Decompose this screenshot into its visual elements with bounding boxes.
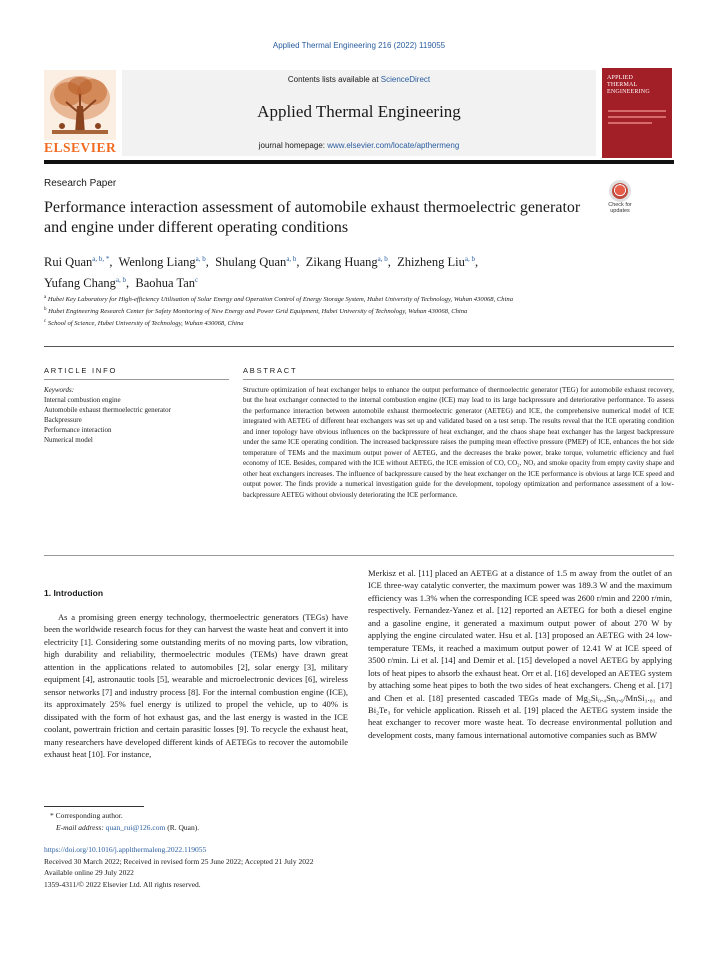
check-for-updates-button[interactable]	[602, 180, 638, 214]
author-affil-mark: a, b	[377, 255, 388, 263]
article-metadata	[44, 844, 664, 890]
article-title: Performance interaction assessment of automobile exhaust thermoelectric generator and engine under different operating conditions	[44, 199, 581, 236]
author-name: Yufang Chang	[44, 276, 116, 291]
keywords-label: Keywords:	[44, 386, 75, 394]
author-affil-mark: c	[195, 276, 199, 285]
section-heading: 1. Introduction	[44, 588, 104, 598]
check-updates-icon	[609, 180, 631, 202]
keyword: Performance interaction	[44, 426, 112, 434]
abstract-text: Structure optimization of heat exchanger helps to enhance the output performance of thermoelectric generator (TEG) for automobile exhaust recovery, but the heat exchanger connected to the internal combustion engine (ICE) may lead to its large backpressure and deteriorative performance. To assess the performance interaction between automobile exhaust thermoelectric generator (AETEG) and ICE, the comprehensive numerical model of ICE integrated with AETEG of different heat exchangers was set up and validated based on a test setup. The results reveal that the ICE operating condition and inner topology have obvious influences on the backpressure of heat exchanger, and the chaos shape heat exchanger has the largest backpressure under the same ICE operating condition. The increased backpressure raises the pumping mean effective pressure (PMEP) of ICE, enhances the hot side temperature of TEMs and the maximum output power of AETEG, and the decreases the brake power, brake torque, volumetric efficiency and fuel economy of ICE. Besides, compared with the ICE without AETEG, the ICE emission of CO, CO₂, NOₓ and smoke opacity from empty cavity shape and other heat exchangers increases. The influence of backpressure caused by the heat exchanger on the ICE performance is obvious at large ICE speed and output power. The finds provide a numerical investigation guide for the development, topology optimization and performance assessment of a low-backpressure AETEG without obviously deteriorating the ICE performance.	[243, 386, 674, 499]
author-affil-mark: a, b	[286, 255, 297, 263]
homepage-prefix: journal homepage:	[258, 141, 328, 150]
keywords-block	[44, 385, 234, 445]
journal-title: Applied Thermal Engineering	[257, 102, 461, 121]
divider	[44, 555, 674, 556]
history-dates: Received 30 March 2022; Received in revised form 25 June 2022; Accepted 21 July 2022	[44, 856, 314, 866]
masthead	[44, 70, 674, 160]
author-affil-mark: a, b	[195, 255, 206, 263]
divider	[44, 379, 229, 380]
homepage-link[interactable]: www.elsevier.com/locate/apthermeng	[327, 141, 460, 150]
keyword: Automobile exhaust thermoelectric generator	[44, 406, 171, 414]
article-info-heading: ARTICLE INFO	[44, 366, 118, 375]
abstract-heading: ABSTRACT	[243, 366, 298, 375]
check-updates-label: Check for updates	[608, 202, 632, 214]
header-rule	[44, 160, 674, 164]
affiliation-text: Hubei Engineering Research Center for Safety Monitoring of New Energy and Power Grid Equipment, Hubei University of Technology, Wuhan 430068, China	[48, 308, 468, 316]
email-label: E-mail address:	[56, 823, 106, 832]
affiliation-mark: c	[44, 319, 47, 325]
elsevier-wordmark: ELSEVIER	[44, 140, 117, 155]
contents-prefix: Contents lists available at	[287, 75, 381, 84]
author-name: Shulang Quan	[215, 255, 287, 270]
keyword: Internal combustion engine	[44, 396, 121, 404]
contents-line	[122, 75, 596, 84]
body-text-column-2: Merkisz et al. [11] placed an AETEG at a distance of 1.5 m away from the outlet of an ICE three-way catalytic converter, the maximum power was 189.3 W and the maximum efficiency was 1.3% when the corresponding ICE speed was 2600 r/min and 2200 r/min, respectively. Fernandez-Yanez et al. [12] reported an AETEG for both a diesel engine and a gasoline engine, it generated a maximum output power of about 270 W by applying the engine circulated water. Hsu et al. [13] proposed an AETEG with 24 low-temperature TEMs, it reached a maximum output power of 12.41 W at ICE speed of 3500 r/min. Li et al. [14] and Demir et al. [15] developed a novel AETEG by applying lots of heat pipes to absorb the exhaust heat. Orr et al. [16] developed an AETEG system by attaching some heat pipes to both the two sides of heat exchangers. Cheng et al. [17] and Chen et al. [18] presented cascaded TEGs made of Mg₂Si₀.₄Sn₀.₆/MnSi₁.₈₁ and Bi₂Te₃ for vehicle application. Risseh et al. [19] placed the AETEG system inside the heat exchanger to recover more waste heat. To decrease environmental pollution and development costs, many famous international automotive companies such as BMW	[368, 568, 672, 740]
online-date: Available online 29 July 2022	[44, 868, 134, 878]
tree-icon	[44, 70, 116, 140]
author-name: Zhizheng Liu	[397, 255, 465, 270]
author[interactable]	[135, 276, 198, 290]
body-text-column-1: As a promising green energy technology, thermoelectric generators (TEGs) have been the worldwide research focus for they can harvest the waste heat and convert it into electricity [1]. Considering some outstanding merits of no moving parts, low vibration, high durability and reliability, thermoelectric modules (TEMs) have drawn great attention in the applications related to automobiles [2], solar energy [3], military equipment [4], astronautic tools [5], wearable and microelectronic devices [6], wireless sensor networks [7] and industry process [8]. For the internal combustion engine (ICE), its approximately 25% fuel energy is utilized to propel the vehicle, up to 40% is dissipated with the form of hot exhaust gas, and the last energy is wasted in the ICE coolant, powertrain friction and certain parasitic losses [9]. To recycle the exhaust heat, many researchers have developed different kinds of AETEGs to recover the automobile exhaust heat [10]. For instance,	[44, 612, 348, 759]
cover-title-line-2: THERMAL	[607, 81, 638, 88]
cover-stripe	[608, 116, 666, 118]
author-name: Baohua Tan	[135, 276, 196, 291]
author-name: Rui Quan	[44, 255, 93, 270]
cover-title-line-1: APPLIED	[607, 75, 634, 81]
author[interactable]	[215, 255, 296, 269]
sciencedirect-link[interactable]: ScienceDirect	[380, 75, 431, 84]
divider	[44, 346, 674, 347]
affiliation-mark: b	[44, 307, 47, 313]
author-list: Rui Quan$^{a, b, *}$, Wenlong Liang$^{a, b}$, Shulang Quan$^{a, b}$, Zikang Huang$^{a, b}$, Zhizheng Liu$^{a, b}$, Yufang Chang$^{a, b}$, Baohua Tan$^c$	[44, 255, 479, 291]
email-line	[50, 822, 199, 834]
journal-reference[interactable]: Applied Thermal Engineering 216 (2022) 119055	[272, 41, 446, 50]
affiliation	[44, 293, 664, 305]
journal-banner	[122, 70, 596, 156]
author-affil-mark: a, b, *	[92, 255, 110, 263]
author-affil-mark: a, b	[464, 255, 475, 263]
cover-stripe	[608, 110, 666, 112]
journal-cover[interactable]	[602, 68, 672, 158]
cover-title-line-3: ENGINEERING	[607, 88, 650, 95]
author-affil-mark: a, b	[115, 276, 126, 285]
footnotes	[50, 810, 199, 834]
keyword: Numerical model	[44, 436, 93, 444]
affiliation-text: School of Science, Hubei University of Technology, Wuhan 430068, China	[47, 320, 244, 328]
elsevier-logo[interactable]	[44, 70, 116, 156]
email-suffix: (R. Quan).	[165, 823, 200, 832]
author[interactable]	[397, 255, 475, 269]
corresponding-author-note: * Corresponding author.	[50, 811, 123, 820]
affiliations	[44, 293, 664, 330]
copyright: 1359-4311/© 2022 Elsevier Ltd. All rights reserved.	[44, 879, 201, 889]
affiliation	[44, 305, 664, 317]
article-type: Research Paper	[44, 178, 117, 189]
author[interactable]	[44, 276, 126, 290]
cover-title	[607, 75, 650, 96]
doi-link[interactable]: https://doi.org/10.1016/j.applthermaleng.2022.119055	[44, 845, 207, 854]
affiliation	[44, 317, 664, 329]
keyword: Backpressure	[44, 416, 82, 424]
author[interactable]	[44, 255, 109, 269]
author-name: Wenlong Liang	[118, 255, 196, 270]
author[interactable]	[119, 255, 206, 269]
author[interactable]	[306, 255, 388, 269]
email-link[interactable]: quan_rui@126.com	[105, 823, 166, 832]
divider	[243, 379, 674, 380]
cover-stripe	[608, 122, 652, 124]
homepage-line	[122, 141, 596, 150]
author-name: Zikang Huang	[305, 255, 378, 270]
affiliation-mark: a	[44, 295, 47, 300]
footnote-rule	[44, 806, 144, 807]
affiliation-text: Hubei Key Laboratory for High-efficiency Utilisation of Solar Energy and Operation Control of Energy Storage System, Hubei University of Technology, Wuhan 430068, China	[47, 296, 514, 304]
